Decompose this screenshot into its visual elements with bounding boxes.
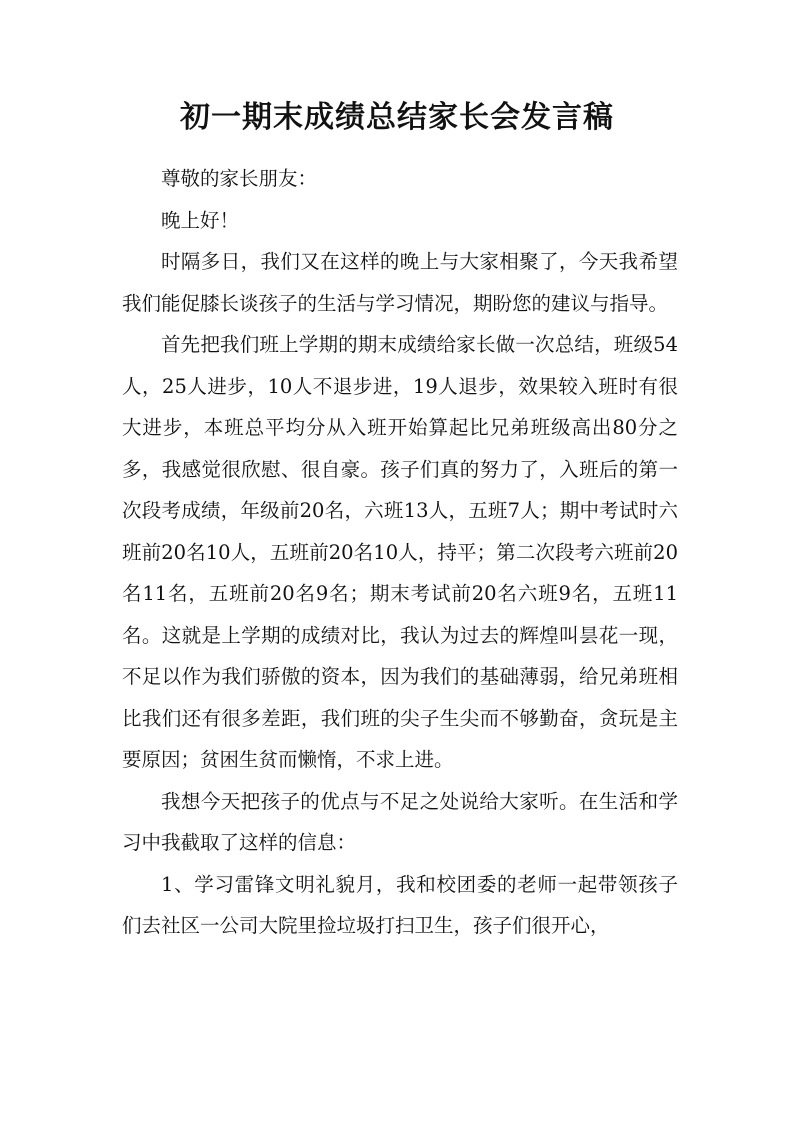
transition-paragraph: 我想今天把孩子的优点与不足之处说给大家听。在生活和学习中我截取了这样的信息： xyxy=(122,789,678,854)
salutation-paragraph: 尊敬的家长朋友： xyxy=(161,167,318,190)
greeting-paragraph: 晚上好！ xyxy=(161,208,240,232)
intro-paragraph: 时隔多日，我们又在这样的晚上与大家相聚了，今天我希望我们能促膝长谈孩子的生活与学习情况，期盼您的建议与指导。 xyxy=(122,250,678,315)
page-title: 初一期末成绩总结家长会发言稿 xyxy=(180,100,614,135)
results-summary-paragraph: 首先把我们班上学期的期末成绩给家长做一次总结，班级54人，25人进步，10人不退步进，19人退步，效果较入班时有很大进步，本班总平均分从入班开始算起比兄弟班级高出80分之多，我感觉很欣慰、很自豪。孩子们真的努力了，入班后的第一次段考成绩，年级前20名，六班13人，五班7人；期中考试时六班前20名10人，五班前20名10人，持平；第二次段考六班前20名11名，五班前20名9名；期末考试前20名六班9名，五班11名。这就是上学期的成绩对比，我认为过去的辉煌叫昙花一现，不足以作为我们骄傲的资本，因为我们的基础薄弱，给兄弟班相比我们还有很多差距，我们班的尖子生尖而不够勤奋，贪玩是主要原因；贫困生贫而懒惰，不求上进。 xyxy=(122,333,678,771)
list-item-paragraph: 1、学习雷锋文明礼貌月，我和校团委的老师一起带领孩子们去社区一公司大院里捡垃圾打扫卫生，孩子们很开心， xyxy=(122,872,678,937)
document-body xyxy=(122,158,678,947)
